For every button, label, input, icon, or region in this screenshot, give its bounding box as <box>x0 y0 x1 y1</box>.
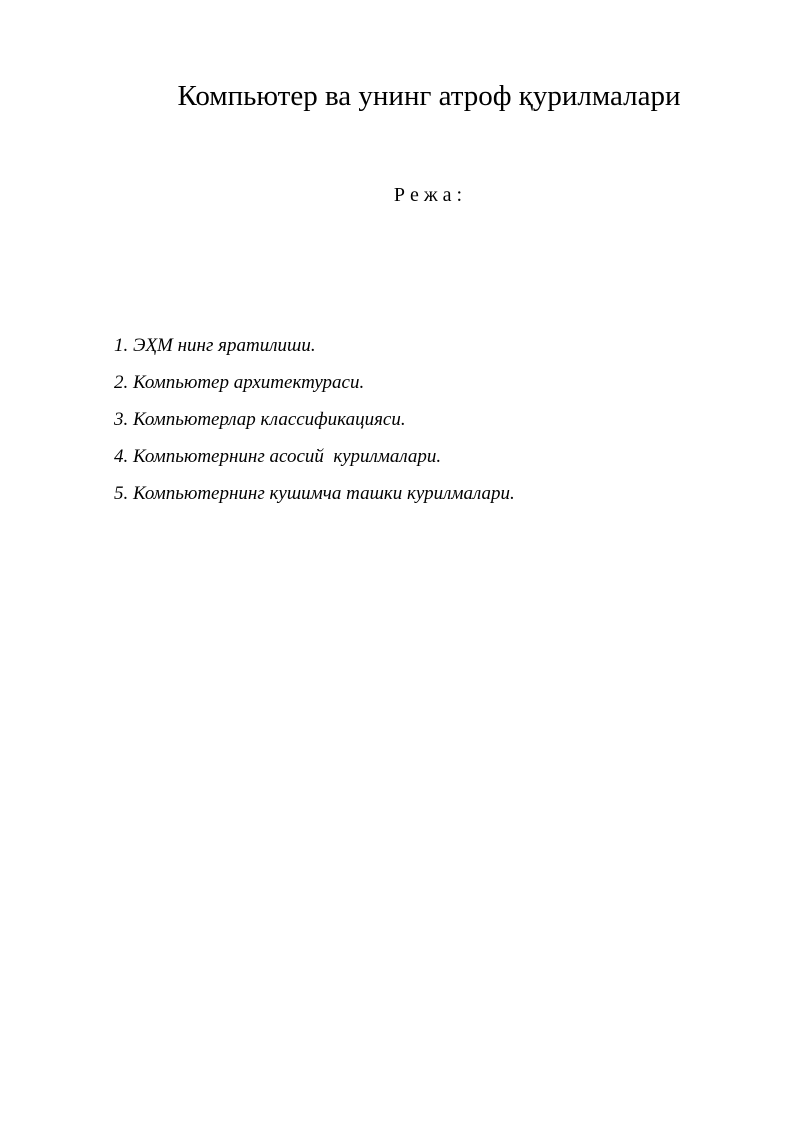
document-title: Компьютер ва унинг атроф қурилмалари <box>177 80 681 112</box>
plan-item: 5. Компьютернинг кушимча ташки курилмалари. <box>114 483 515 504</box>
plan-item: 3. Компьютерлар классификацияси. <box>114 409 406 430</box>
plan-item: 1. ЭҲМ нинг яратилиши. <box>114 335 316 356</box>
plan-item: 4. Компьютернинг асосий курилмалари. <box>114 446 442 467</box>
plan-item: 2. Компьютер архитектураси. <box>114 372 365 393</box>
plan-heading: Р е ж а : <box>393 184 463 206</box>
plan-list <box>114 334 515 519</box>
